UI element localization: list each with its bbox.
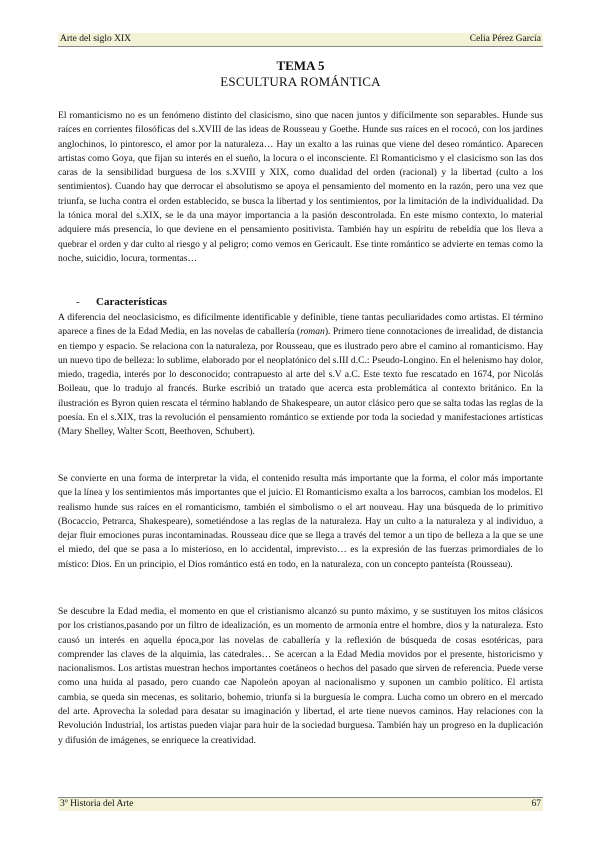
page-number: 67: [531, 799, 541, 809]
header-author: Celia Pérez García: [469, 34, 541, 44]
characteristics-text-a: A diferencia del neoclasicismo, es difícilmente identificable y definible, tiene tantas peculiaridades como artistas. El término aparece a fines de la Edad Media, en las novelas de caballería (: [58, 312, 543, 338]
section-heading: - Características: [76, 296, 167, 308]
intro-paragraph: El romanticismo no es un fenómeno distinto del clasicismo, sino que nacen juntos y difícilmente son separables. Hunde sus raíces en corrientes filosóficas del s.XVIII de las ideas de Rousseau y Goethe. Hunde sus raíces en el rococó, con los jardines anglochinos, lo pintoresco, el amor por la naturaleza… Hay un exalto a las ruinas que viene del deseo romántico. Aparecen artistas como Goya, que fijan su interés en el sueño, la locura o el inconsciente. El Romanticismo y el clasicismo son las dos caras de la sensibilidad burguesa de los s.XVIII y XIX, como dualidad del orden (racional) y la libertad (culto a los sentimientos). Cuando hay que derrocar el absolutismo se apoya el pensamiento del momento en la razón, pero una vez que triunfa, se lucha contra el orden establecido, se busca la libertad y los sentimientos, por la limitación de la individualidad. Da la tónica moral del s.XIX, se le da una mayor importancia a la pasión descontrolada. En este mismo contexto, lo material adquiere más presencia, lo que deviene en el pensamiento positivista. También hay un espíritu de rebeldía que los lleva a quebrar el orden y dar culto al riesgo y al peligro; como vemos en Gericault. Ese tinte romántico se advierte en temas como la noche, suicidio, locura, tormentas…: [58, 110, 543, 264]
page-header: [58, 33, 543, 47]
topic-title: ESCULTURA ROMÁNTICA: [220, 74, 381, 89]
interpretation-paragraph: Se convierte en una forma de interpretar la vida, el contenido resulta más importante que la forma, el color más importante que la línea y los sentimientos más importantes que el juicio. El Romanticismo exalta a los barrocos, cambian los modelos. El realismo hunde sus raíces en el romanticismo, también el simbolismo o el art nouveau. Hay una búsqueda de lo primitivo (Bocaccio, Petrarca, Shakespeare), sometiéndose a las reglas de la naturaleza. Hay un culto a la naturaleza y al individuo, a dejar fluir emociones puras incontaminadas. Rousseau dice que se llega a través del temor a un tipo de belleza a la que se une el miedo, del que se pasa a lo misterioso, en lo accidental, imprevisto… es la expresión de las fuerzas primordiales de lo místico: Dios. En un principio, el Dios romántico está en todo, en la naturaleza, con un concepto panteísta (Rousseau).: [58, 473, 543, 570]
characteristics-text-b: ). Primero tiene connotaciones de irrealidad, de distancia en tiempo y espacio. Se relaciona con la naturaleza, por Rousseau, que es ilustrado pero abre el camino al romanticismo. Hay un nuevo tipo de belleza: lo sublime, elaborado por el neoplatónico del s.III d.C.: Pseudo-Longino. En el helenismo hay dolor, miedo, tragedia, interés por lo desconocido; contrapuesto al arte del s.V a.C. Este texto fue rescatado en 1674, por Nicolás Boileau, que lo tradujo al francés. Burke escribió un tratado que acerca esta problemática al contexto británico. En la ilustración es Byron quien rescata el término hablando de Shakespeare, un autor clásico pero que se salta todas las reglas de la poesía. En el s.XIX, tras la revolución el pensamiento romántico se extiende por toda la sociedad y manifestaciones artísticas (Mary Shelley, Walter Scott, Beethoven, Schubert).: [58, 326, 544, 438]
characteristics-paragraph: [58, 311, 543, 440]
page-footer: [58, 797, 543, 811]
section-heading-text: Características: [96, 296, 167, 308]
topic-number: TEMA 5: [276, 58, 325, 73]
roman-term: roman: [300, 326, 325, 338]
footer-course: 3º Historia del Arte: [60, 799, 134, 809]
header-course: Arte del siglo XIX: [60, 34, 131, 44]
middle-ages-paragraph: Se descubre la Edad media, el momento en que el cristianismo alcanzó su punto máximo, y se sustituyen los mitos clásicos por los cristianos,pasando por un filtro de idealización, es un momento de armonía entre el hombre, dios y la naturaleza. Esto causó un interés en aquella época,por las novelas de caballería y la reflexión de búsqueda de cosas esotéricas, para comprender las claves de la alquimia, las catedrales… Se acercan a la Edad Media movidos por el presente, historicismo y nacionalismos. Los artistas muestran hechos importantes coetáneos o hechos del pasado que sirven de referencia. Puede verse como una huida al pasado, pero cuando cae Napoleón apoyan al nacionalismo y suponen un cambio político. El artista cambia, se queda sin mecenas, es solitario, bohemio, triunfa si la burguesía le compra. Lucha como un obrero en el mercado del arte. Aprovecha la soledad para desatar su imaginación y libertad, el arte tiene nuevos caminos. Hay relaciones con la Revolución Industrial, los artistas pueden viajar para huir de la sociedad burguesa. También hay un progreso en la duplicación y difusión de imágenes, se enriquece la creatividad.: [58, 606, 543, 746]
